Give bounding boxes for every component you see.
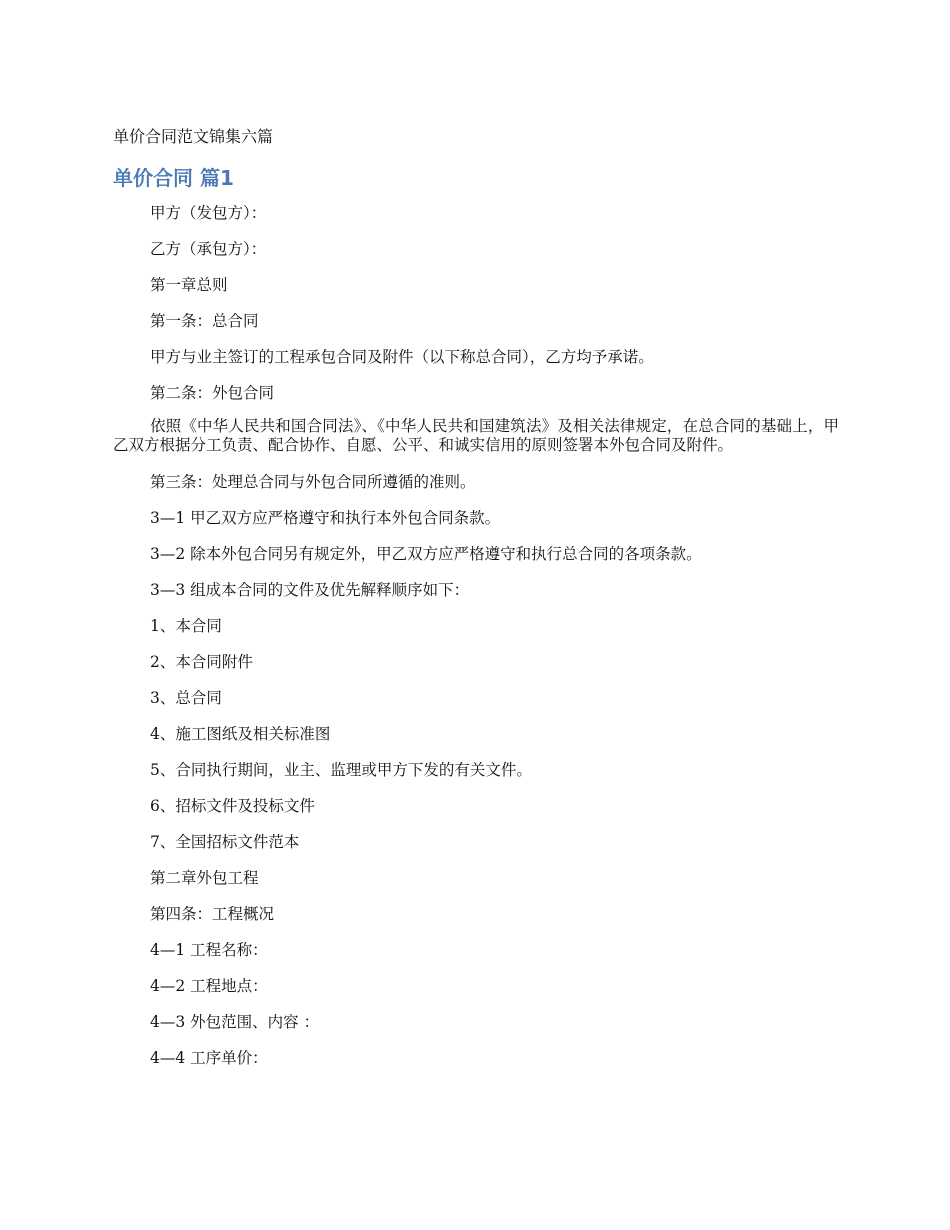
clause-item: 4—4 工序单价： bbox=[150, 1049, 268, 1067]
list-item: 7、全国招标文件范本 bbox=[150, 833, 300, 851]
paragraph: 甲方（发包方）： bbox=[150, 204, 267, 222]
clause-item: 3—2 除本外包合同另有规定外，甲乙双方应严格遵守和执行总合同的各项条款。 bbox=[150, 545, 702, 563]
article-heading: 第一条：总合同 bbox=[150, 312, 259, 330]
section-heading: 单价合同 篇1 bbox=[113, 166, 234, 190]
chapter-heading: 第一章总则 bbox=[150, 276, 228, 294]
clause-item: 3—1 甲乙双方应严格遵守和执行本外包合同条款。 bbox=[150, 509, 501, 527]
paragraph: 甲方与业主签订的工程承包合同及附件（以下称总合同），乙方均予承诺。 bbox=[150, 348, 654, 366]
clause-item: 4—1 工程名称： bbox=[150, 941, 268, 959]
list-item: 2、本合同附件 bbox=[150, 653, 253, 671]
paragraph: 乙方（承包方）： bbox=[150, 240, 267, 258]
article-heading: 第三条：处理总合同与外包合同所遵循的准则。 bbox=[150, 473, 476, 491]
clause-item: 4—2 工程地点： bbox=[150, 977, 268, 995]
list-item: 1、本合同 bbox=[150, 617, 222, 635]
clause-item: 3—3 组成本合同的文件及优先解释顺序如下： bbox=[150, 581, 470, 599]
paragraph: 依照《中华人民共和国合同法》、《中华人民共和国建筑法》及相关法律规定，在总合同的基础上，甲乙双方根据分工负责、配合协作、自愿、公平、和诚实信用的原则签署本外包合同及附件。 bbox=[113, 417, 839, 454]
document-body bbox=[113, 201, 839, 1082]
clause-item: 4—3 外包范围、内容 ： bbox=[150, 1013, 320, 1031]
article-heading: 第二条：外包合同 bbox=[150, 384, 275, 402]
document-title: 单价合同范文锦集六篇 bbox=[113, 127, 274, 146]
article-heading: 第四条：工程概况 bbox=[150, 905, 275, 923]
list-item: 3、总合同 bbox=[150, 689, 222, 707]
chapter-heading: 第二章外包工程 bbox=[150, 869, 259, 887]
list-item: 6、招标文件及投标文件 bbox=[150, 797, 315, 815]
list-item: 5、合同执行期间，业主、监理或甲方下发的有关文件。 bbox=[150, 761, 532, 779]
list-item: 4、施工图纸及相关标准图 bbox=[150, 725, 331, 743]
